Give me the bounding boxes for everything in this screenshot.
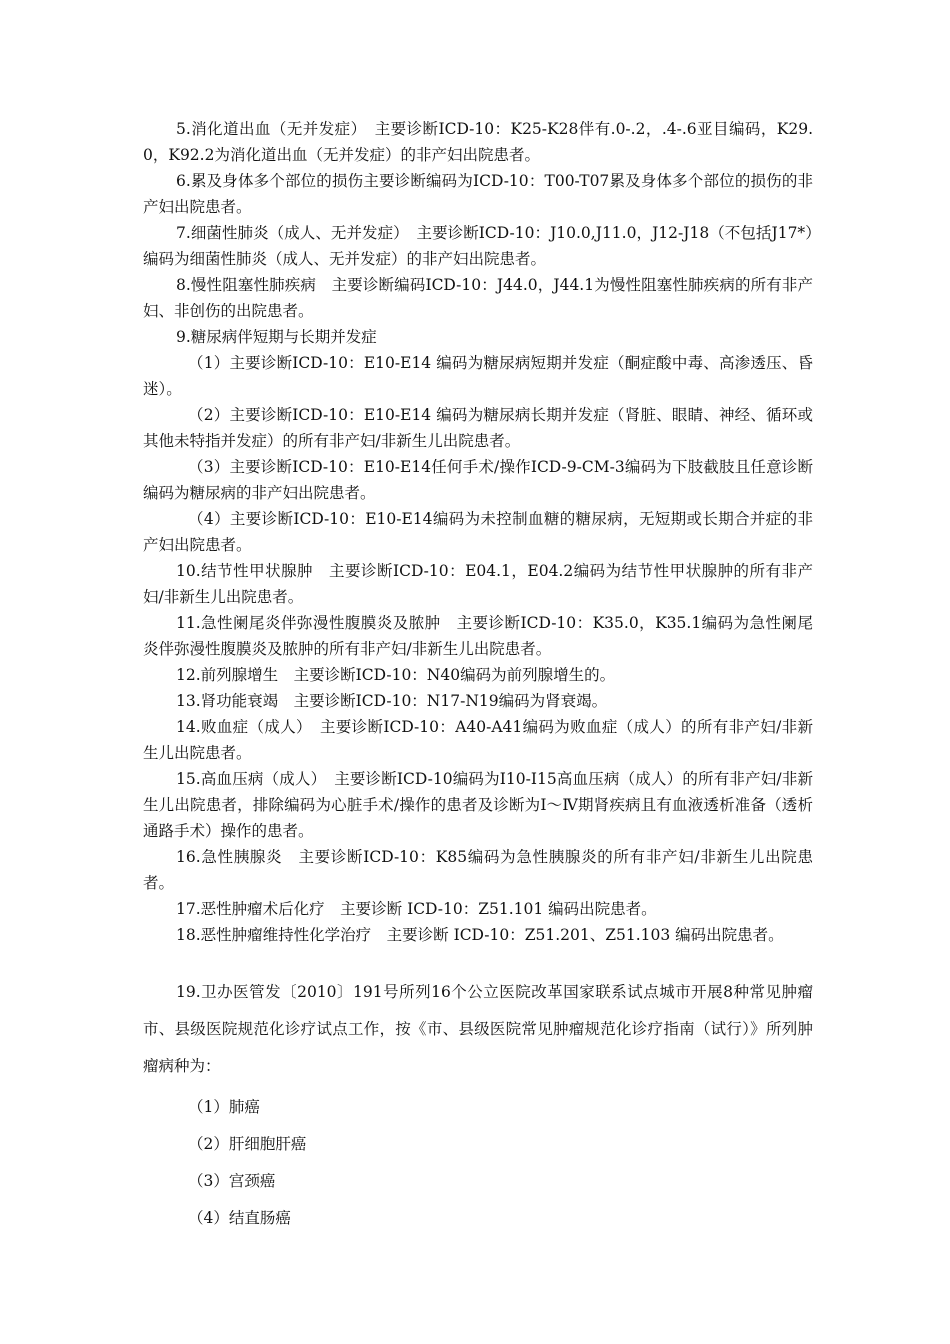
paragraph-item-9-2: （2）主要诊断ICD-10：E10-E14 编码为糖尿病长期并发症（肾脏、眼睛、神经、循环或其他未特指并发症）的所有非产妇/非新生儿出院患者。 (143, 406, 813, 450)
tumor-list-item: （2）肝细胞肝癌 (188, 1135, 307, 1153)
paragraph-item-9-4: （4）主要诊断ICD-10：E10-E14编码为未控制血糖的糖尿病，无短期或长期合并症的非产妇出院患者。 (143, 510, 813, 554)
paragraph-item-11: 11.急性阑尾炎伴弥漫性腹膜炎及脓肿 主要诊断ICD-10：K35.0，K35.1编码为急性阑尾炎伴弥漫性腹膜炎及脓肿的所有非产妇/非新生儿出院患者。 (143, 614, 813, 658)
paragraph-item-17: 17.恶性肿瘤术后化疗 主要诊断 ICD-10：Z51.101 编码出院患者。 (176, 900, 657, 918)
paragraph-item-16: 16.急性胰腺炎 主要诊断ICD-10：K85编码为急性胰腺炎的所有非产妇/非新生儿出院患者。 (143, 848, 813, 892)
paragraph-item-6: 6.累及身体多个部位的损伤主要诊断编码为ICD-10：T00-T07累及身体多个部位的损伤的非产妇出院患者。 (143, 172, 813, 216)
tumor-list-item: （3）宫颈癌 (188, 1172, 276, 1190)
paragraph-item-9-1: （1）主要诊断ICD-10：E10-E14 编码为糖尿病短期并发症（酮症酸中毒、高渗透压、昏迷）。 (143, 354, 813, 398)
paragraph-item-8: 8.慢性阻塞性肺疾病 主要诊断编码ICD-10：J44.0，J44.1为慢性阻塞性肺疾病的所有非产妇、非创伤的出院患者。 (143, 276, 813, 320)
paragraph-item-10: 10.结节性甲状腺肿 主要诊断ICD-10：E04.1，E04.2编码为结节性甲状腺肿的所有非产妇/非新生儿出院患者。 (143, 562, 813, 606)
tumor-list-item: （4）结直肠癌 (188, 1209, 291, 1227)
paragraph-item-12: 12.前列腺增生 主要诊断ICD-10：N40编码为前列腺增生的。 (176, 666, 616, 684)
paragraph-item-14: 14.败血症（成人） 主要诊断ICD-10：A40-A41编码为败血症（成人）的所有非产妇/非新生儿出院患者。 (143, 718, 813, 762)
paragraph-item-15: 15.高血压病（成人） 主要诊断ICD-10编码为I10-I15高血压病（成人）的所有非产妇/非新生儿出院患者，排除编码为心脏手术/操作的患者及诊断为Ⅰ～Ⅳ期肾疾病且有血液透析准备（透析通路手术）操作的患者。 (143, 770, 813, 840)
paragraph-item-18: 18.恶性肿瘤维持性化学治疗 主要诊断 ICD-10：Z51.201、Z51.103 编码出院患者。 (176, 926, 784, 944)
tumor-list-item: （1）肺癌 (188, 1098, 260, 1116)
paragraph-item-9-3: （3）主要诊断ICD-10：E10-E14任何手术/操作ICD-9-CM-3编码为下肢截肢且任意诊断编码为糖尿病的非产妇出院患者。 (143, 458, 813, 502)
paragraph-item-9: 9.糖尿病伴短期与长期并发症 (176, 328, 377, 346)
paragraph-item-19: 19.卫办医管发〔2010〕191号所列16个公立医院改革国家联系试点城市开展8种常见肿瘤市、县级医院规范化诊疗试点工作，按《市、县级医院常见肿瘤规范化诊疗指南（试行）》所列肿瘤病种为： (143, 983, 813, 1075)
paragraph-item-5: 5.消化道出血（无并发症） 主要诊断ICD-10：K25-K28伴有.0-.2，.4-.6亚目编码，K29.0，K92.2为消化道出血（无并发症）的非产妇出院患者。 (143, 120, 813, 164)
paragraph-item-7: 7.细菌性肺炎（成人、无并发症） 主要诊断ICD-10：J10.0,J11.0，J12-J18（不包括J17*）编码为细菌性肺炎（成人、无并发症）的非产妇出院患者。 (143, 224, 813, 268)
paragraph-item-13: 13.肾功能衰竭 主要诊断ICD-10：N17-N19编码为肾衰竭。 (176, 692, 608, 710)
